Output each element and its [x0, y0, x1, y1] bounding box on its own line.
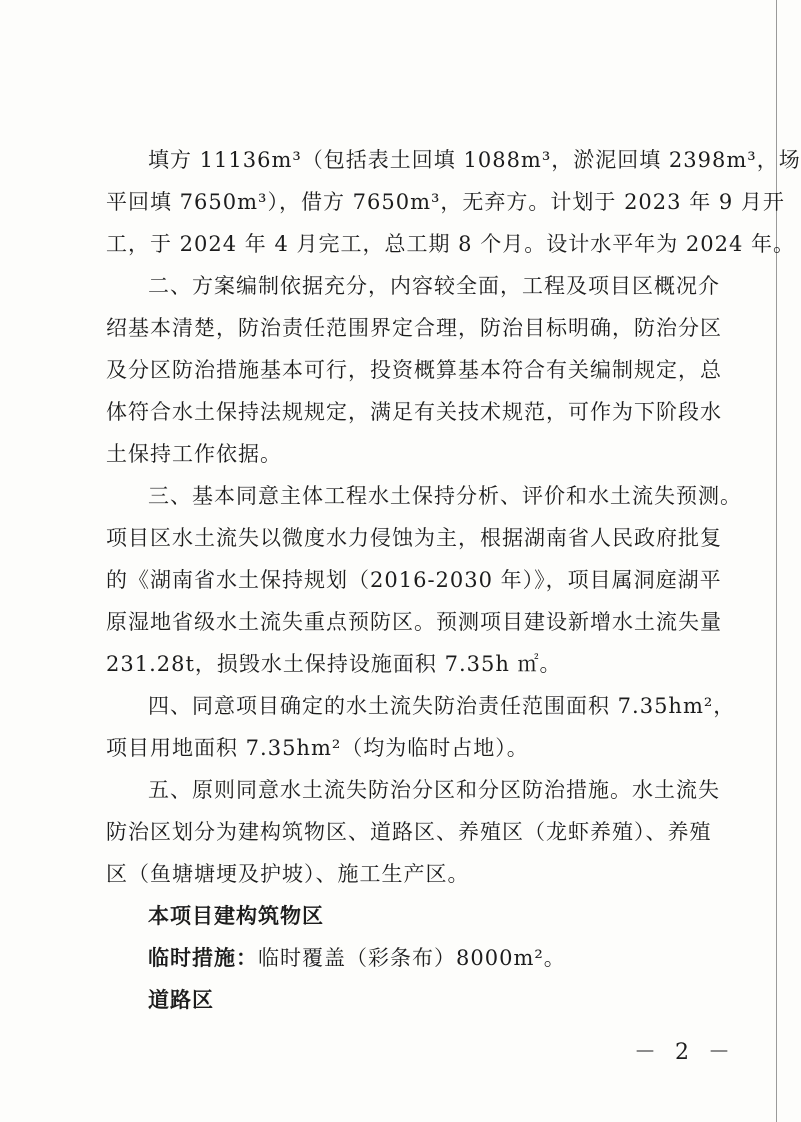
measure-text: 临时覆盖（彩条布）8000m²。	[258, 946, 566, 970]
paragraph-line: 四、同意项目确定的水土流失防治责任范围面积 7.35hm²，	[148, 694, 736, 718]
paragraph-line: 项目区水土流失以微度水力侵蚀为主，根据湖南省人民政府批复	[106, 526, 722, 550]
paragraph-line: 项目用地面积 7.35hm²（均为临时占地）。	[106, 736, 529, 760]
page-number: － 2 －	[634, 1040, 736, 1065]
paragraph-line: 的《湖南省水土保持规划（2016-2030 年）》，项目属洞庭湖平	[106, 568, 722, 592]
paragraph-line: 五、原则同意水土流失防治分区和分区防治措施。水土流失	[148, 778, 720, 802]
paragraph-line: 防治区划分为建构筑物区、道路区、养殖区（龙虾养殖）、养殖	[106, 820, 712, 844]
paragraph-line: 及分区防治措施基本可行，投资概算基本符合有关编制规定，总	[106, 358, 722, 382]
paragraph-line: 平回填 7650m³），借方 7650m³，无弃方。计划于 2023 年 9 月开	[106, 190, 785, 214]
paragraph-line: 原湿地省级水土流失重点预防区。预测项目建设新增水土流失量	[106, 610, 722, 634]
paragraph-line: 绍基本清楚，防治责任范围界定合理，防治目标明确，防治分区	[106, 316, 722, 340]
subheading-building-area: 本项目建构筑物区	[148, 904, 324, 928]
paragraph-line: 二、方案编制依据充分，内容较全面，工程及项目区概况介	[148, 274, 720, 298]
subheading-road-area: 道路区	[148, 988, 214, 1012]
paragraph-line: 工，于 2024 年 4 月完工，总工期 8 个月。设计水平年为 2024 年。	[106, 232, 796, 256]
paragraph-line: 体符合水土保持法规规定，满足有关技术规范，可作为下阶段水	[106, 400, 722, 424]
paragraph-line: 土保持工作依据。	[106, 442, 282, 466]
temporary-measure-line	[148, 938, 694, 978]
paragraph-line: 区（鱼塘塘埂及护坡）、施工生产区。	[106, 862, 470, 886]
measure-label: 临时措施：	[148, 946, 258, 970]
paragraph-line: 三、基本同意主体工程水土保持分析、评价和水土流失预测。	[148, 484, 742, 508]
paragraph-line: 填方 11136m³（包括表土回填 1088m³，淤泥回填 2398m³，场	[148, 148, 801, 172]
paragraph-line: 231.28t，损毁水土保持设施面积 7.35h ㎡。	[106, 652, 562, 676]
